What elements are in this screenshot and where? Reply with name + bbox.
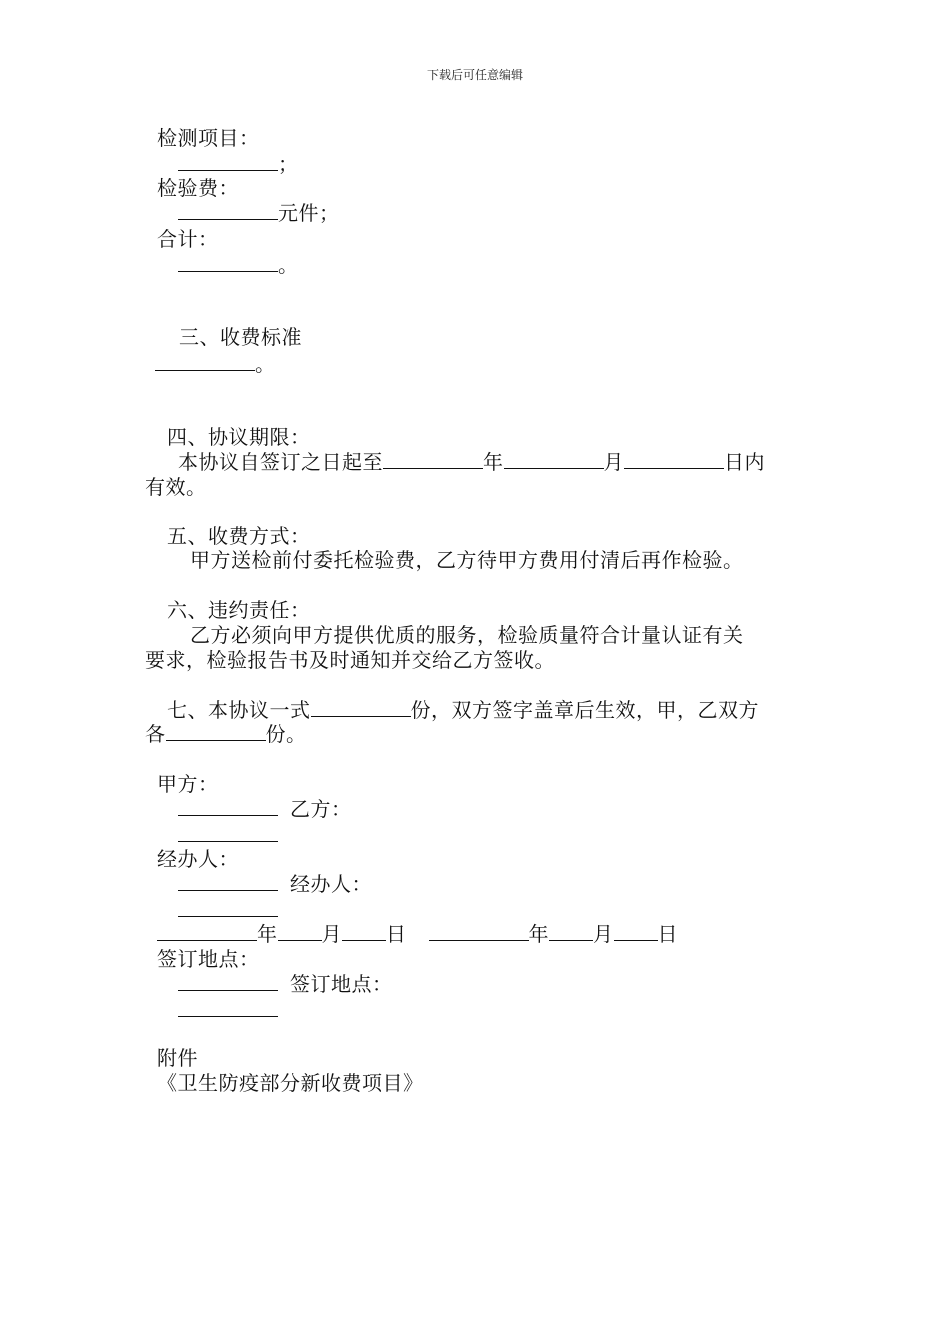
test-items-label: 检测项目： [157, 126, 260, 150]
party-a-label: 甲方： [157, 772, 219, 796]
section-7-line1 [167, 698, 759, 722]
blank-day [624, 451, 724, 469]
party-b-label: 乙方： [290, 797, 352, 821]
page-header: 下载后可任意编辑 [426, 68, 523, 82]
blank-line [178, 202, 278, 220]
section-5-title: 五、收费方式： [167, 524, 311, 548]
place-a-label: 签订地点： [157, 947, 260, 971]
blank-line [178, 899, 278, 917]
blank-line [178, 873, 278, 891]
section-6-line2: 要求，检验报告书及时通知并交给乙方签收。 [145, 648, 555, 672]
attachment-title: 《卫生防疫部分新收费项目》 [157, 1071, 424, 1095]
blank-day-b [614, 923, 658, 941]
day-label: 日内 [724, 450, 765, 474]
copies-text: 七、本协议一式 [167, 698, 311, 722]
month-label: 月 [321, 922, 342, 946]
section-6-title: 六、违约责任： [167, 598, 311, 622]
party-b-field [178, 823, 278, 847]
year-label: 年 [257, 922, 278, 946]
place-b-field [178, 998, 278, 1022]
section-4-title: 四、协议期限： [167, 425, 311, 449]
agent-b-label: 经办人： [290, 872, 372, 896]
section-4-cont: 有效。 [145, 475, 207, 499]
agent-a-row [178, 872, 372, 896]
fee-unit: 元件； [278, 201, 340, 225]
blank-month-a [278, 923, 322, 941]
blank-line [155, 353, 255, 371]
copies-text-mid: 份，双方签字盖章后生效，甲，乙双方 [410, 698, 759, 722]
place-a-row [178, 972, 393, 996]
total-field [178, 253, 299, 277]
blank-year-a [157, 923, 257, 941]
section-4-text [178, 450, 765, 474]
copies-suffix: 份。 [265, 722, 307, 746]
blank-copies [311, 699, 411, 717]
punct: ； [278, 152, 299, 176]
blank-month-b [549, 923, 593, 941]
month-label: 月 [603, 450, 624, 474]
punct: 。 [278, 253, 299, 277]
year-label: 年 [528, 922, 549, 946]
agent-a-label: 经办人： [157, 847, 239, 871]
blank-line [178, 824, 278, 842]
party-a-row [178, 797, 352, 821]
test-items-field [178, 152, 299, 176]
blank-line [178, 999, 278, 1017]
attachment-label: 附件 [157, 1046, 198, 1070]
blank-year [383, 451, 483, 469]
blank-month [504, 451, 604, 469]
date-row [157, 922, 678, 946]
place-b-label: 签订地点： [290, 972, 393, 996]
term-text: 本协议自签订之日起至 [178, 450, 383, 474]
blank-each [166, 723, 266, 741]
section-6-line1: 乙方必须向甲方提供优质的服务，检验质量符合计量认证有关 [190, 623, 744, 647]
section-3-title: 三、收费标准 [179, 325, 302, 349]
blank-line [178, 798, 278, 816]
blank-line [178, 153, 278, 171]
blank-line [178, 973, 278, 991]
section-3-field [155, 352, 276, 376]
fee-label: 检验费： [157, 176, 239, 200]
blank-line [178, 254, 278, 272]
section-5-text: 甲方送检前付委托检验费，乙方待甲方费用付清后再作检验。 [190, 548, 744, 572]
total-label: 合计： [157, 227, 219, 251]
each-text: 各 [145, 722, 166, 746]
day-label: 日 [386, 922, 407, 946]
agent-b-field [178, 898, 278, 922]
fee-field [178, 201, 340, 225]
year-label: 年 [483, 450, 504, 474]
day-label: 日 [657, 922, 678, 946]
month-label: 月 [593, 922, 614, 946]
punct: 。 [255, 352, 276, 376]
section-7-line2 [145, 722, 307, 746]
blank-day-a [342, 923, 386, 941]
blank-year-b [429, 923, 529, 941]
